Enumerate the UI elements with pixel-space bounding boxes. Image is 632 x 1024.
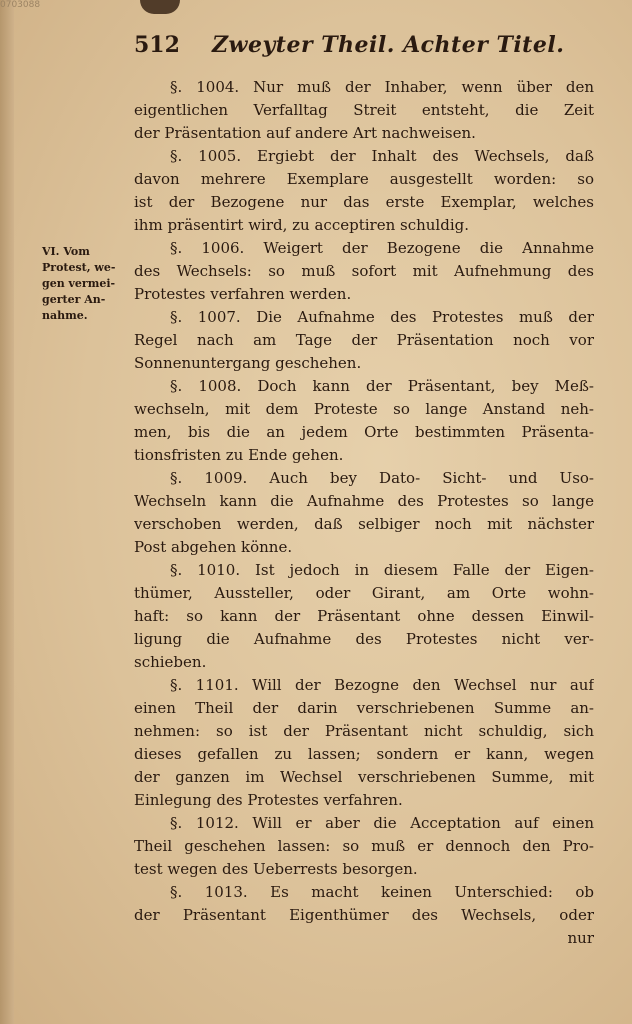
text-line: der Präsentation auf andere Art nachweisen. [134,124,476,142]
text-line: §. 1005. Ergiebt der Inhalt des Wechsels, daß [170,147,594,165]
text-line: Theil geschehen lassen: so muß er dennoch den Pro- [134,837,594,855]
text-line: §. 1012. Will er aber die Acceptation auf einen [170,814,594,832]
margin-note-line: gen vermei- [42,277,116,290]
text-line: test wegen des Ueberrests besorgen. [134,860,418,878]
text-line: Regel nach am Tage der Präsentation noch vor [134,331,594,349]
text-line: nehmen: so ist der Präsentant nicht schuldig, sich [134,722,594,740]
text-line: verschoben werden, daß selbiger noch mit nächster [134,515,594,533]
text-line: Post abgehen könne. [134,538,293,556]
page-header [134,32,594,66]
text-line: Wechseln kann die Aufnahme des Protestes so lange [134,492,594,510]
text-line: ist der Bezogene nur das erste Exemplar, welches [134,193,594,211]
text-line: davon mehrere Exemplare ausgestellt worden: so [134,170,594,188]
text-line: nur [567,929,594,947]
text-line: §. 1009. Auch bey Dato- Sicht- und Uso- [170,469,594,487]
text-line: §. 1006. Weigert der Bezogene die Annahme [170,239,594,257]
margin-note-line: gerter An- [42,293,106,306]
text-line: men, bis die an jedem Orte bestimmten Präsenta- [134,423,594,441]
text-line: haft: so kann der Präsentant ohne dessen Einwil- [134,607,594,625]
text-line: §. 1101. Will der Bezogne den Wechsel nur auf [170,676,594,694]
page-gutter-edge [0,0,14,1024]
running-title: Zweyter Theil. Achter Titel. [212,32,565,58]
text-line: Sonnenuntergang geschehen. [134,354,362,372]
page-number: 512 [134,32,180,58]
text-line: Protestes verfahren werden. [134,285,352,303]
text-line: schieben. [134,653,207,671]
text-line: Einlegung des Protestes verfahren. [134,791,403,809]
text-line: der ganzen im Wechsel verschriebenen Summe, mit [134,768,594,786]
text-line: des Wechsels: so muß sofort mit Aufnehmung des [134,262,594,280]
text-line: §. 1004. Nur muß der Inhaber, wenn über den [170,78,594,96]
text-line: tionsfristen zu Ende gehen. [134,446,344,464]
margin-note-line: Protest, we- [42,261,116,274]
text-line: wechseln, mit dem Proteste so lange Anstand neh- [134,400,594,418]
text-line: thümer, Aussteller, oder Girant, am Orte wohn- [134,584,594,602]
margin-note-line: VI. Vom [42,245,90,258]
text-line: §. 1007. Die Aufnahme des Protestes muß der [170,308,594,326]
text-line: der Präsentant Eigenthümer des Wechsels, oder [134,906,594,924]
text-line: ligung die Aufnahme des Protestes nicht ver- [134,630,594,648]
text-line: eigentlichen Verfalltag Streit entsteht, die Zeit [134,101,594,119]
corner-mark: 0703088 [0,0,41,10]
ink-stain [140,0,180,14]
text-line: §. 1010. Ist jedoch in diesem Falle der Eigen- [170,561,594,579]
text-line: §. 1013. Es macht keinen Unterschied: ob [170,883,594,901]
margin-note [42,244,134,324]
text-line: §. 1008. Doch kann der Präsentant, bey Meß- [170,377,594,395]
text-line: einen Theil der darin verschriebenen Summe an- [134,699,594,717]
text-line: dieses gefallen zu lassen; sondern er kann, wegen [134,745,594,763]
margin-note-line: nahme. [42,309,88,322]
text-line: ihm präsentirt wird, zu acceptiren schuldig. [134,216,469,234]
body-text [134,76,594,950]
